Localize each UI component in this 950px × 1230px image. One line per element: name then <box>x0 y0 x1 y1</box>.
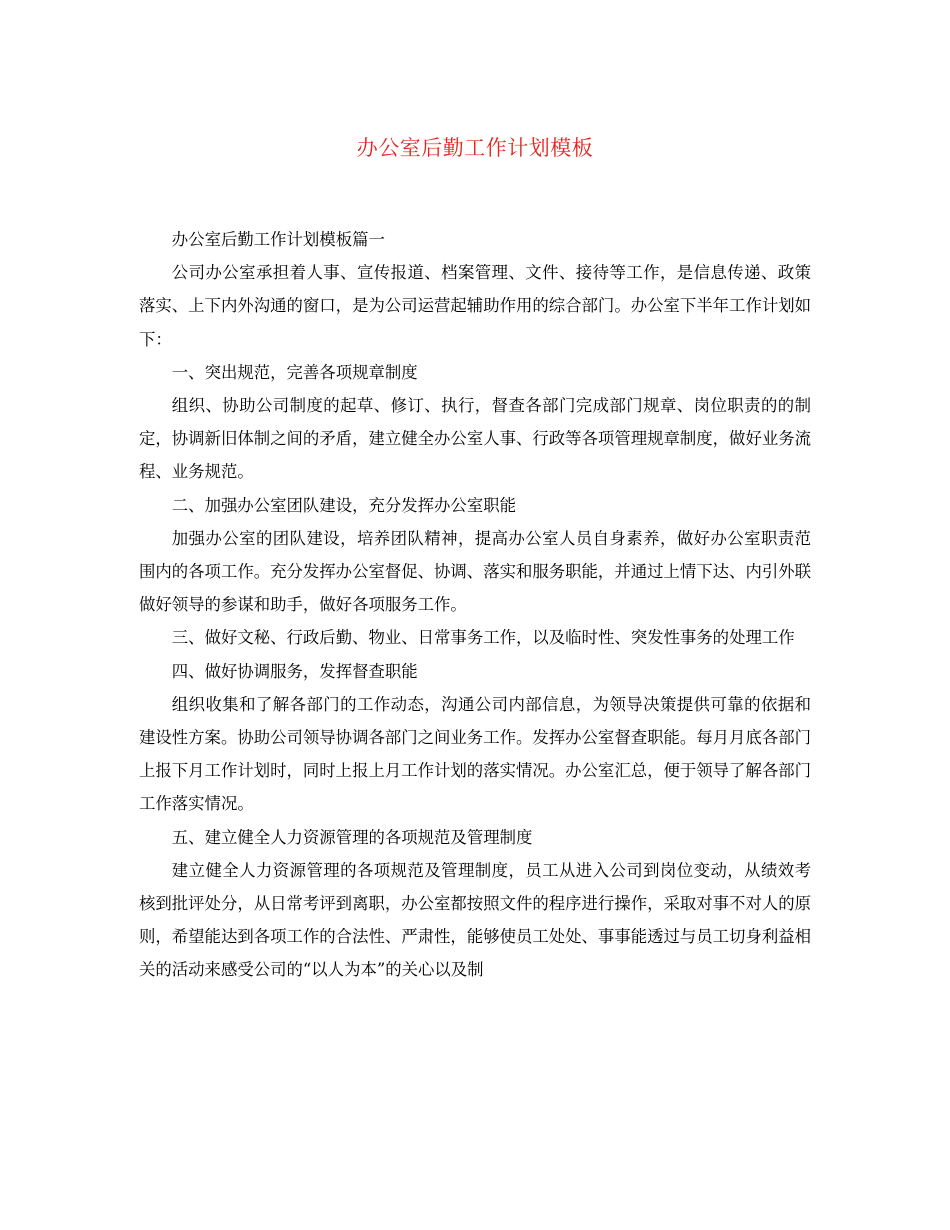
heading-2: 二、加强办公室团队建设，充分发挥办公室职能 <box>171 495 516 515</box>
heading-5: 五、建立健全人力资源管理的各项规范及管理制度 <box>171 827 533 847</box>
heading-4: 四、做好协调服务，发挥督查职能 <box>171 661 418 681</box>
paragraph-2: 加强办公室的团队建设，培养团队精神，提高办公室人员自身素养，做好办公室职责范围内的各项工作。充分发挥办公室督促、协调、落实和服务职能，并通过上情下达、内引外联做好领导的参谋和助手，做好各项服务工作。 <box>139 528 812 615</box>
document-title: 办公室后勤工作计划模板 <box>356 136 594 160</box>
paragraph-1: 组织、协助公司制度的起草、修订、执行，督查各部门完成部门规章、岗位职责的的制定，协调新旧体制之间的矛盾，建立健全办公室人事、行政等各项管理规章制度，做好业务流程、业务规范。 <box>139 396 812 482</box>
paragraph-4: 组织收集和了解各部门的工作动态，沟通公司内部信息，为领导决策提供可靠的依据和建设性方案。协助公司领导协调各部门之间业务工作。发挥办公室督查职能。每月月底各部门上报下月工作计划时，同时上报上月工作计划的落实情况。办公室汇总，便于领导了解各部门工作落实情况。 <box>139 694 812 814</box>
paragraph-5: 建立健全人力资源管理的各项规范及管理制度，员工从进入公司到岗位变动，从绩效考核到批评处分，从日常考评到离职，办公室都按照文件的程序进行操作，采取对事不对人的原则，希望能达到各项工作的合法性、严肃性，能够使员工处处、事事能透过与员工切身利益相关的活动来感受公司的“以人为本”的关心以及制 <box>139 860 812 980</box>
heading-3: 三、做好文秘、行政后勤、物业、日常事务工作，以及临时性、突发性事务的处理工作 <box>171 628 795 648</box>
document-body <box>139 223 811 987</box>
section-heading-part-one: 办公室后勤工作计划模板篇一 <box>171 230 385 249</box>
heading-1: 一、突出规范，完善各项规章制度 <box>171 362 418 382</box>
intro-paragraph: 公司办公室承担着人事、宣传报道、档案管理、文件、接待等工作，是信息传递、政策落实、上下内外沟通的窗口，是为公司运营起辅助作用的综合部门。办公室下半年工作计划如下： <box>139 263 812 349</box>
